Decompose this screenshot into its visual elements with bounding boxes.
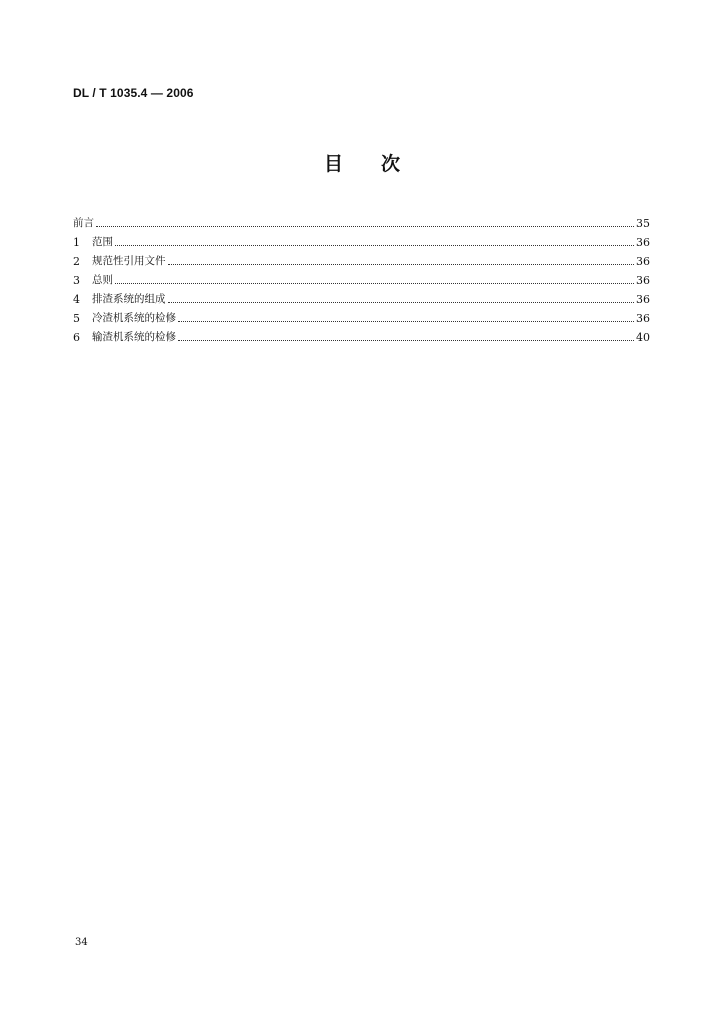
toc-dot-leader bbox=[96, 225, 634, 227]
toc-entry-label: 规范性引用文件 bbox=[92, 255, 166, 267]
standard-code-header: DL / T 1035.4 — 2006 bbox=[73, 86, 194, 100]
toc-title bbox=[0, 149, 724, 176]
toc-entry-label: 排渣系统的组成 bbox=[92, 293, 166, 305]
toc-dot-leader bbox=[168, 263, 635, 265]
toc-entry-slag-conveyor-maintenance[interactable] bbox=[73, 325, 650, 344]
toc-dot-leader bbox=[178, 320, 634, 322]
toc-entry-page: 40 bbox=[636, 331, 650, 344]
toc-entry-scope[interactable] bbox=[73, 230, 650, 249]
toc-entry-foreword[interactable] bbox=[73, 211, 650, 230]
toc-entry-label: 输渣机系统的检修 bbox=[92, 331, 176, 343]
toc-dot-leader bbox=[115, 282, 634, 284]
toc-entry-label: 冷渣机系统的检修 bbox=[92, 312, 176, 324]
toc-entry-number: 4 bbox=[73, 293, 80, 306]
page-number: 34 bbox=[75, 937, 88, 948]
toc-entry-number: 1 bbox=[73, 236, 80, 249]
toc-entry-system-composition[interactable] bbox=[73, 287, 650, 306]
toc-entry-normative-references[interactable] bbox=[73, 249, 650, 268]
toc-entry-page: 36 bbox=[636, 312, 650, 325]
toc-entry-general[interactable] bbox=[73, 268, 650, 287]
toc-entry-number: 6 bbox=[73, 331, 80, 344]
toc-entry-number: 2 bbox=[73, 255, 80, 268]
toc-entry-page: 35 bbox=[636, 217, 650, 230]
toc-entry-page: 36 bbox=[636, 274, 650, 287]
toc-dot-leader bbox=[115, 244, 634, 246]
toc-entry-number: 5 bbox=[73, 312, 80, 325]
toc-entry-label: 前言 bbox=[73, 217, 94, 229]
toc-entry-number: 3 bbox=[73, 274, 80, 287]
toc-title-left: 目 bbox=[323, 153, 343, 175]
toc-dot-leader bbox=[178, 339, 634, 341]
toc-entry-page: 36 bbox=[636, 293, 650, 306]
toc-entry-label: 总则 bbox=[92, 274, 113, 286]
toc-dot-leader bbox=[168, 301, 635, 303]
toc-entry-page: 36 bbox=[636, 255, 650, 268]
toc-entry-slag-cooler-maintenance[interactable] bbox=[73, 306, 650, 325]
toc-entry-page: 36 bbox=[636, 236, 650, 249]
toc-title-right: 次 bbox=[381, 153, 401, 175]
table-of-contents bbox=[73, 211, 650, 344]
toc-entry-label: 范围 bbox=[92, 236, 113, 248]
